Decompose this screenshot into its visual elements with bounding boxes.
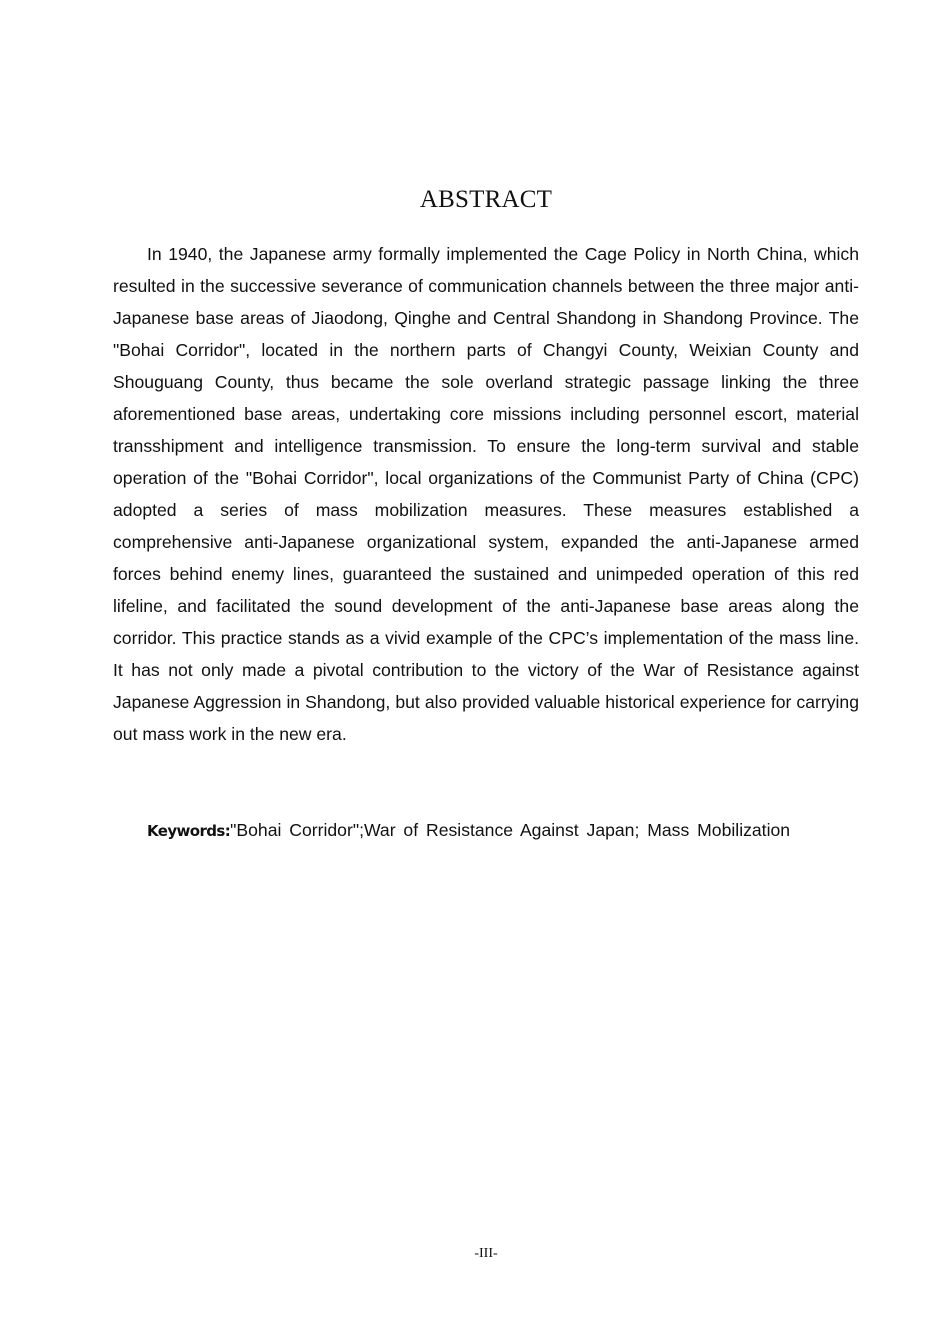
keywords-line [147, 814, 859, 847]
abstract-body: In 1940, the Japanese army formally implemented the Cage Policy in North China, which resulted in the successive severance of communication channels between the three major anti-Japanese base areas of Jiaodong, Qinghe and Central Shandong in Shandong Province. The "Bohai Corridor", located in the northern parts of Changyi County, Weixian County and Shouguang County, thus became the sole overland strategic passage linking the three aforementioned base areas, undertaking core missions including personnel escort, material transshipment and intelligence transmission. To ensure the long-term survival and stable operation of the "Bohai Corridor", local organizations of the Communist Party of China (CPC) adopted a series of mass mobilization measures. These measures established a comprehensive anti-Japanese organizational system, expanded the anti-Japanese armed forces behind enemy lines, guaranteed the sustained and unimpeded operation of this red lifeline, and facilitated the sound development of the anti-Japanese base areas along the corridor. This practice stands as a vivid example of the CPC’s implementation of the mass line. It has not only made a pivotal contribution to the victory of the War of Resistance against Japanese Aggression in Shandong, but also provided valuable historical experience for carrying out mass work in the new era. [113, 244, 859, 744]
keywords-value: "Bohai Corridor";War of Resistance Against Japan; Mass Mobilization [230, 820, 791, 840]
keywords-label: Keywords: [147, 822, 231, 840]
abstract-title: ABSTRACT [419, 186, 553, 213]
page-number: -III- [474, 1246, 498, 1261]
